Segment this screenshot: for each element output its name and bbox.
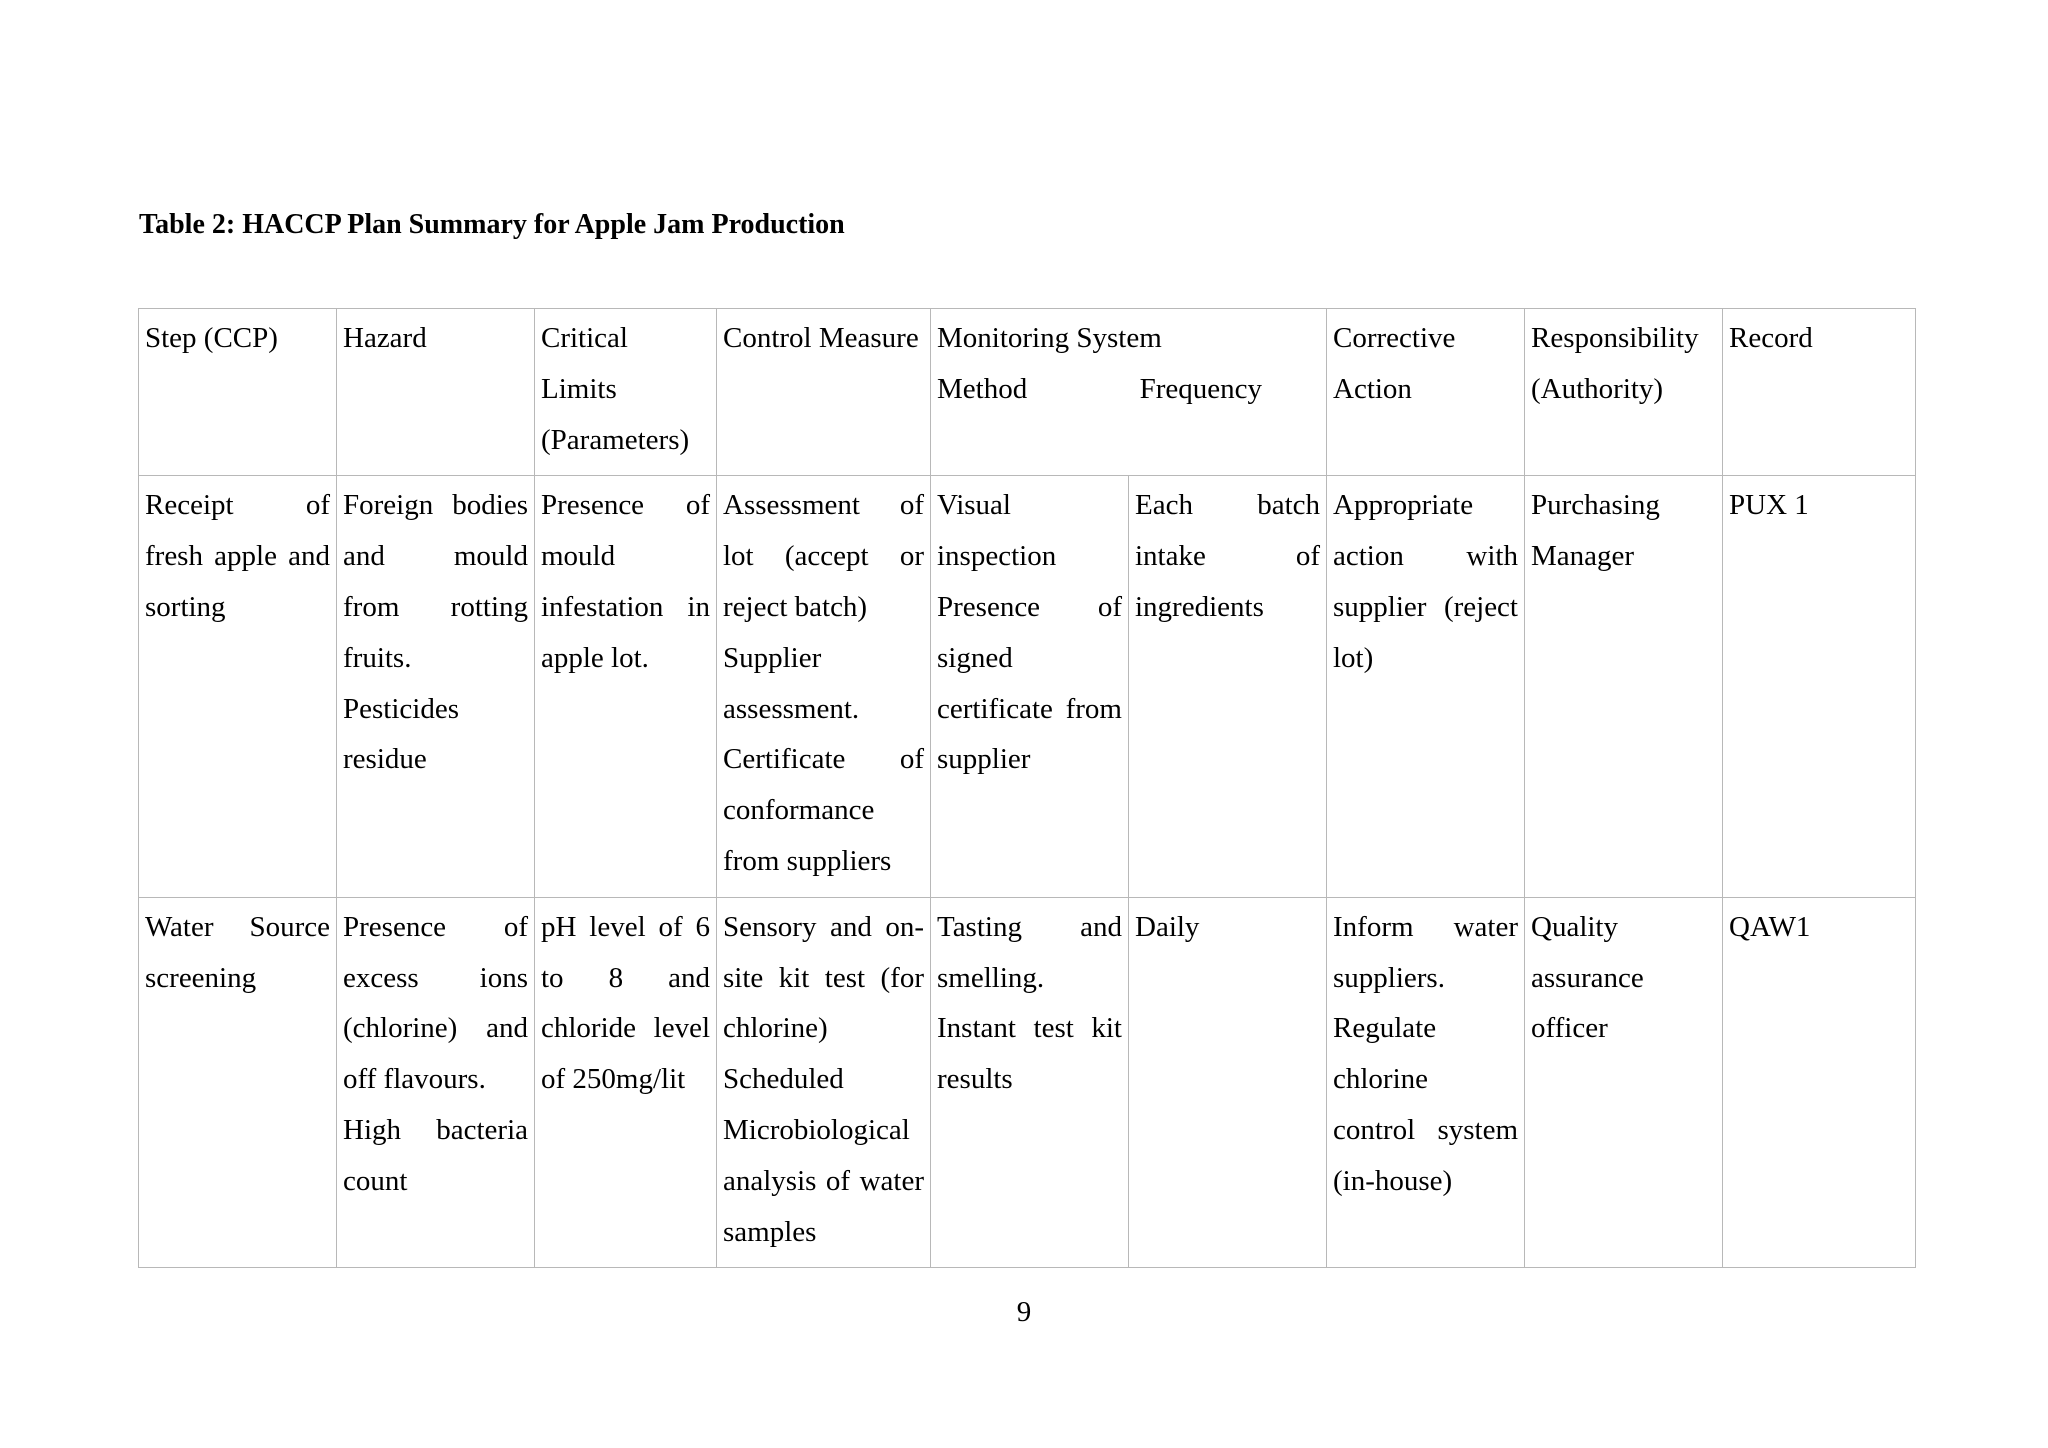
- row1-monitoring-frequency: Each batch intake of ingredients: [1129, 476, 1327, 897]
- header-frequency: Frequency: [1139, 372, 1262, 405]
- table-row: [139, 897, 1916, 1268]
- header-critical-limits: Critical Limits (Parameters): [535, 309, 717, 476]
- row2-hazard: Presence of excess ions (chlorine) and off flavours. High bacteria count: [337, 897, 535, 1268]
- row2-corrective-action: Inform water suppliers. Regulate chlorine control system (in-house): [1327, 897, 1525, 1268]
- header-corrective-action: Corrective Action: [1327, 309, 1525, 476]
- row1-responsibility: Purchasing Manager: [1525, 476, 1723, 897]
- row1-control-measure: Assessment of lot (accept or reject batch) Supplier assessment. Certificate of conformance from suppliers: [717, 476, 931, 897]
- row1-critical-limits: Presence of mould infestation in apple lot.: [535, 476, 717, 897]
- row1-hazard: Foreign bodies and mould from rotting fruits. Pesticides residue: [337, 476, 535, 897]
- table-title: Table 2: HACCP Plan Summary for Apple Jam Production: [139, 209, 845, 240]
- header-control-measure: Control Measure: [717, 309, 931, 476]
- haccp-plan-table: [138, 308, 1916, 1268]
- row2-record: QAW1: [1723, 897, 1916, 1268]
- row2-monitoring-method: Tasting and smelling. Instant test kit results: [931, 897, 1129, 1268]
- row2-step: Water Source screening: [139, 897, 337, 1268]
- row1-record: PUX 1: [1723, 476, 1916, 897]
- header-method: Method: [937, 372, 1028, 405]
- row2-control-measure: Sensory and on- site kit test (for chlorine) Scheduled Microbiological analysis of water samples: [717, 897, 931, 1268]
- row2-critical-limits: pH level of 6 to 8 and chloride level of 250mg/lit: [535, 897, 717, 1268]
- header-record: Record: [1723, 309, 1916, 476]
- header-monitoring-system: Monitoring System Method Frequency: [931, 309, 1327, 476]
- row2-monitoring-frequency: Daily: [1129, 897, 1327, 1268]
- table-header-row: [139, 309, 1916, 476]
- row1-step: Receipt of fresh apple and sorting: [139, 476, 337, 897]
- row1-monitoring-method: Visual inspection Presence of signed certificate from supplier: [931, 476, 1129, 897]
- header-step: Step (CCP): [139, 309, 337, 476]
- row2-responsibility: Quality assurance officer: [1525, 897, 1723, 1268]
- header-responsibility: Responsibility (Authority): [1525, 309, 1723, 476]
- table-row: [139, 476, 1916, 897]
- row1-corrective-action: Appropriate action with supplier (reject lot): [1327, 476, 1525, 897]
- page-number: 9: [1016, 1296, 1032, 1328]
- header-hazard: Hazard: [337, 309, 535, 476]
